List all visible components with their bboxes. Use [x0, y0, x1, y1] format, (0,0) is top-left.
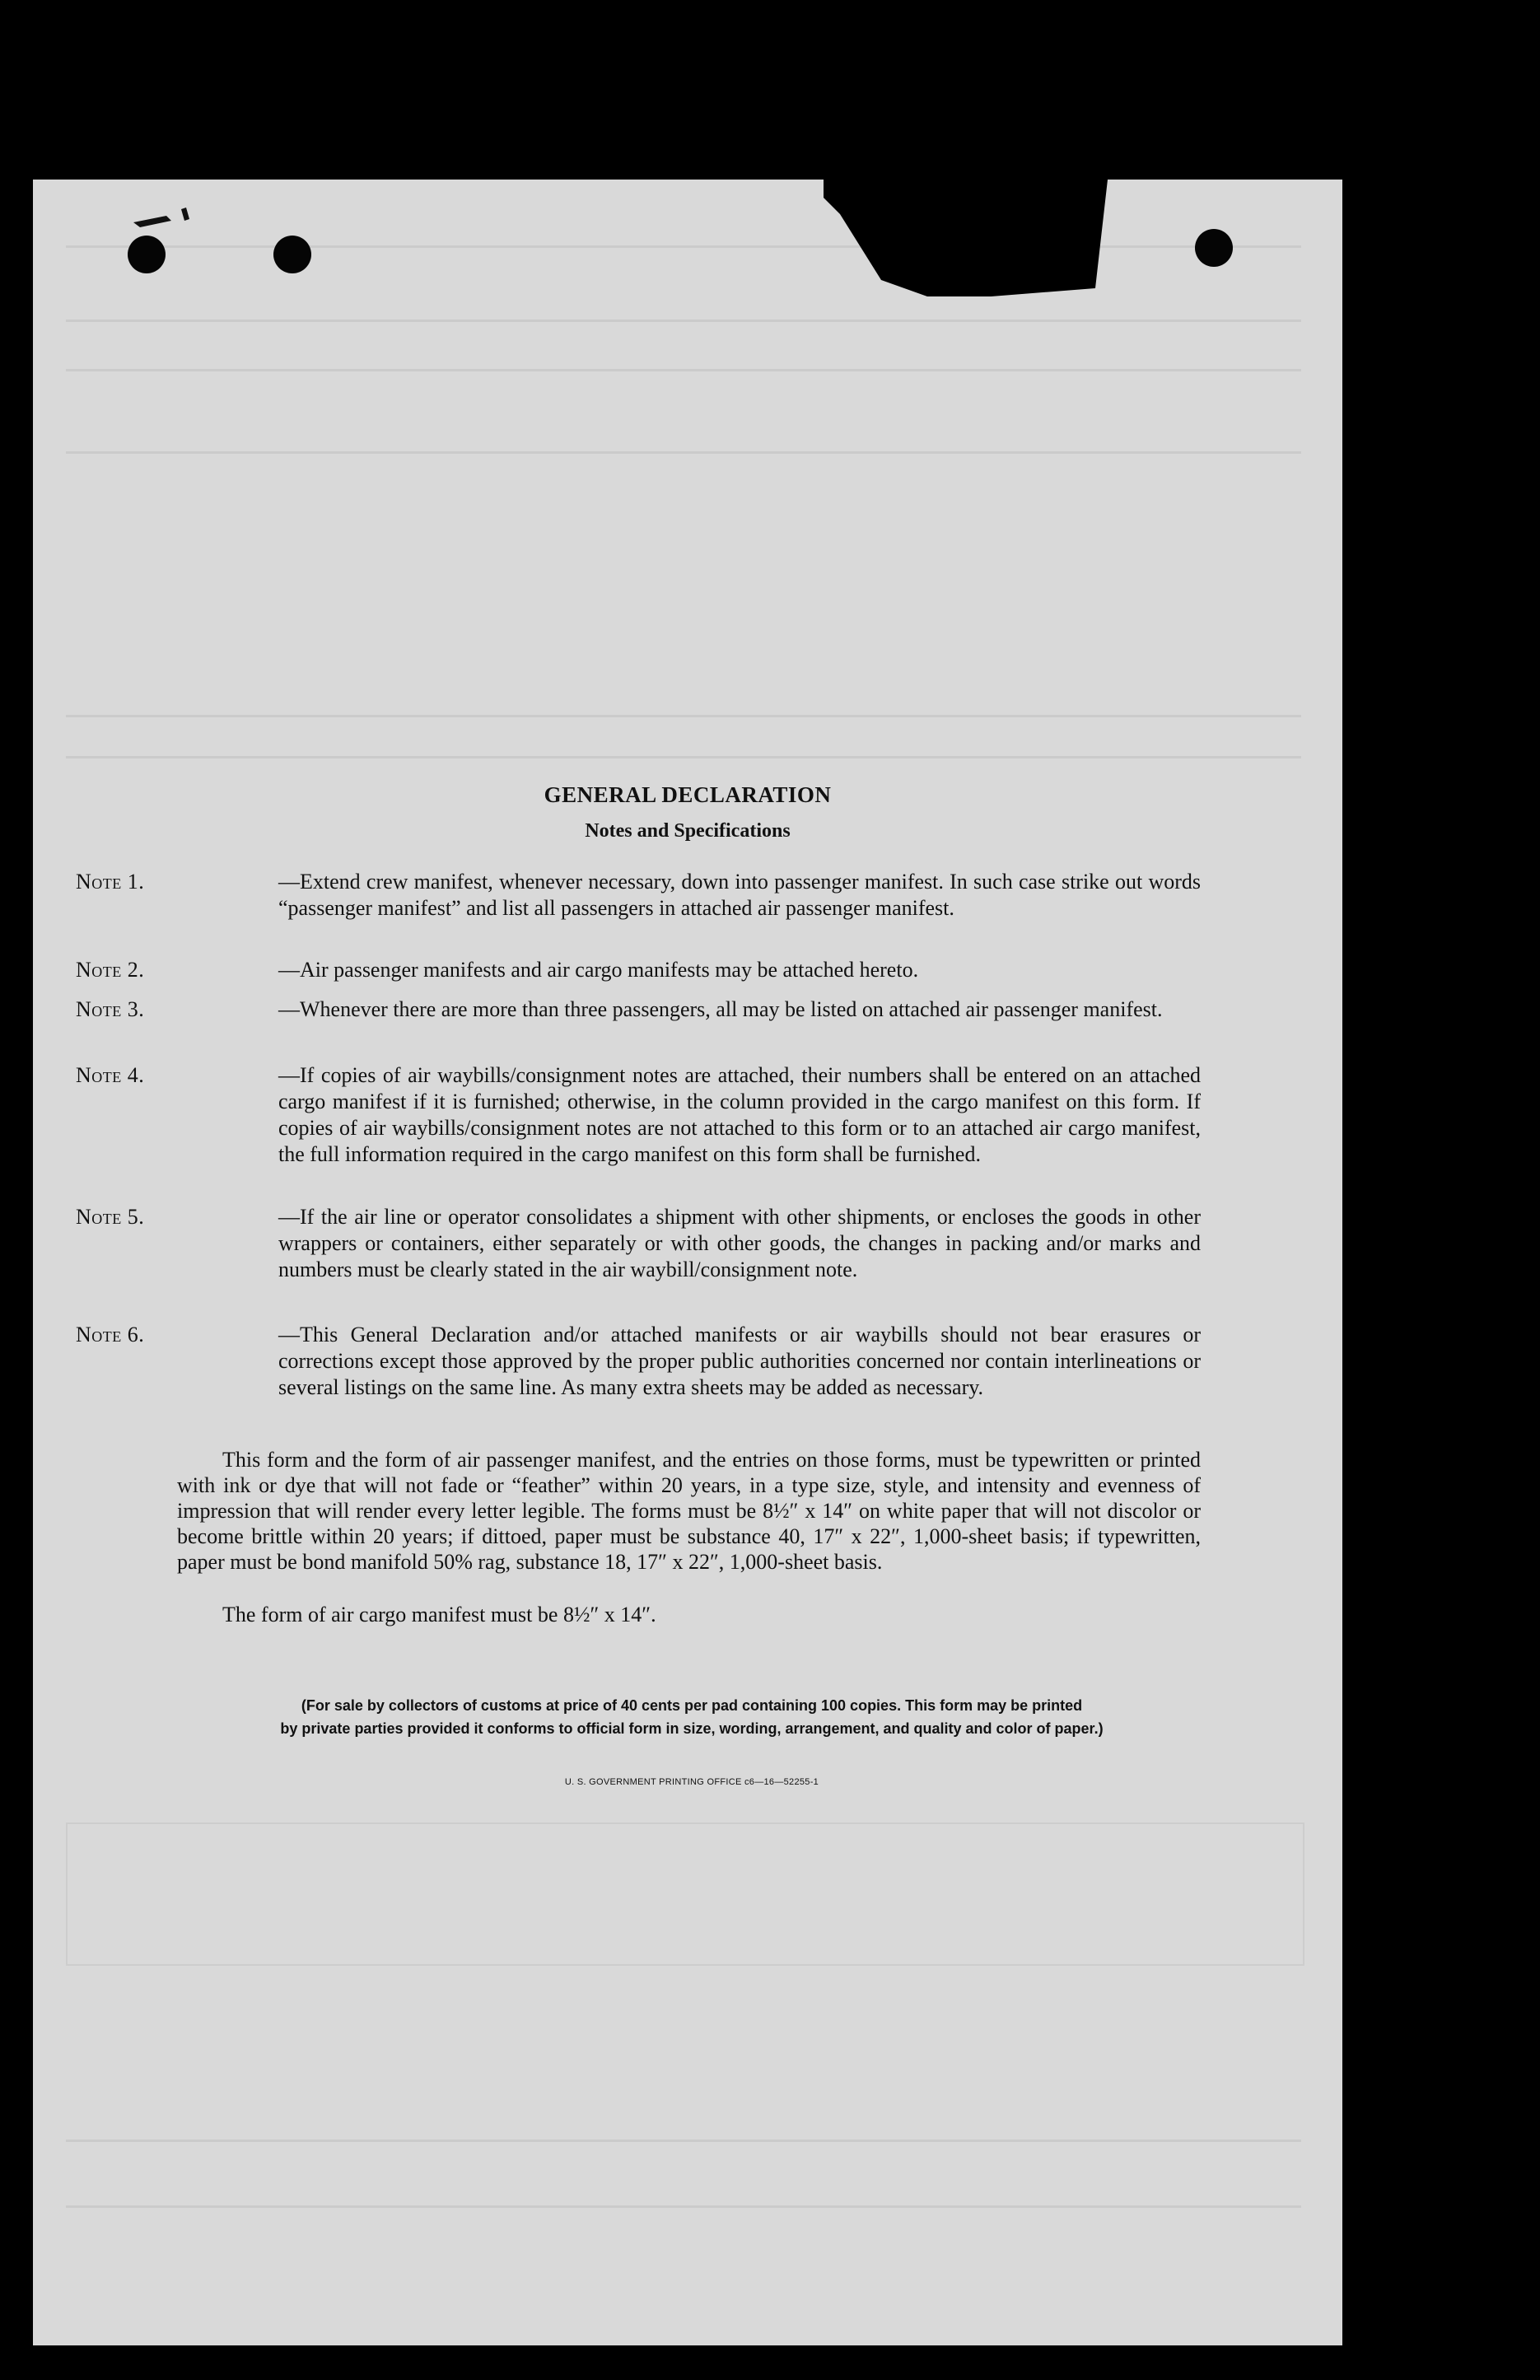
document-subtitle: Notes and Specifications	[585, 820, 791, 842]
note-1	[76, 869, 1201, 922]
note-6	[76, 1322, 1201, 1401]
note-text: —If the air line or operator consolidates a shipment with other shipments, or encloses the goods in other wrappers or containers, either separately or with other goods, the changes in packing and/or marks and numbers must be clearly stated in the air waybill/consignment note.	[278, 1205, 1201, 1281]
note-label: Note 5.	[76, 1205, 145, 1229]
sale-notice-line-1: (For sale by collectors of customs at price of 40 cents per pad containing 100 copies. This form may be printed	[301, 1697, 1083, 1714]
note-text: —If copies of air waybills/consignment notes are attached, their numbers shall be entered on an attached cargo manifest if it is furnished; otherwise, in the column provided in the cargo manifest on this form. If copies of air waybills/consignment notes are not attached to this form or to an attached air cargo manifest, the full information required in the cargo manifest on this form shall be furnished.	[278, 1063, 1201, 1166]
note-3	[76, 996, 1201, 1023]
note-text: —Whenever there are more than three passengers, all may be listed on attached air passenger manifest.	[278, 997, 1163, 1021]
note-label: Note 2.	[76, 958, 145, 982]
note-label: Note 4.	[76, 1063, 145, 1087]
cargo-manifest-size-note: The form of air cargo manifest must be 8½″ x 14″.	[222, 1603, 656, 1626]
note-text: —Extend crew manifest, whenever necessary, down into passenger manifest. In such case strike out words “passenger manifest” and list all passengers in attached air passenger manifest.	[278, 870, 1201, 920]
note-text: —This General Declaration and/or attached manifests or air waybills should not bear erasures or corrections except those approved by the proper public authorities concerned nor contain interlineations or several listings on the same line. As many extra sheets may be added as necessary.	[278, 1323, 1201, 1399]
sale-notice-line-2: by private parties provided it conforms to official form in size, wording, arrangement, and quality and color of paper.)	[280, 1720, 1104, 1737]
note-2	[76, 957, 1201, 983]
printer-imprint: U. S. GOVERNMENT PRINTING OFFICE c6—16—52255-1	[564, 1777, 819, 1787]
note-label: Note 1.	[76, 870, 145, 894]
document-title: GENERAL DECLARATION	[544, 782, 832, 807]
specification-paragraph: This form and the form of air passenger manifest, and the entries on those forms, must be typewritten or printed with ink or dye that will not fade or “feather” within 20 years, in a type size, style, and intensity and evenness of impression that will render every letter legible. The forms must be 8½″ x 14″ on white paper that will not discolor or become brittle within 20 years; if dittoed, paper must be substance 40, 17″ x 22″, 1,000-sheet basis; if typewritten, paper must be bond manifold 50% rag, substance 18, 17″ x 22″, 1,000-sheet basis.	[177, 1448, 1201, 1574]
note-label: Note 6.	[76, 1323, 145, 1346]
note-4	[76, 1062, 1201, 1168]
note-label: Note 3.	[76, 997, 145, 1021]
note-text: —Air passenger manifests and air cargo manifests may be attached hereto.	[278, 958, 919, 982]
note-5	[76, 1204, 1201, 1283]
